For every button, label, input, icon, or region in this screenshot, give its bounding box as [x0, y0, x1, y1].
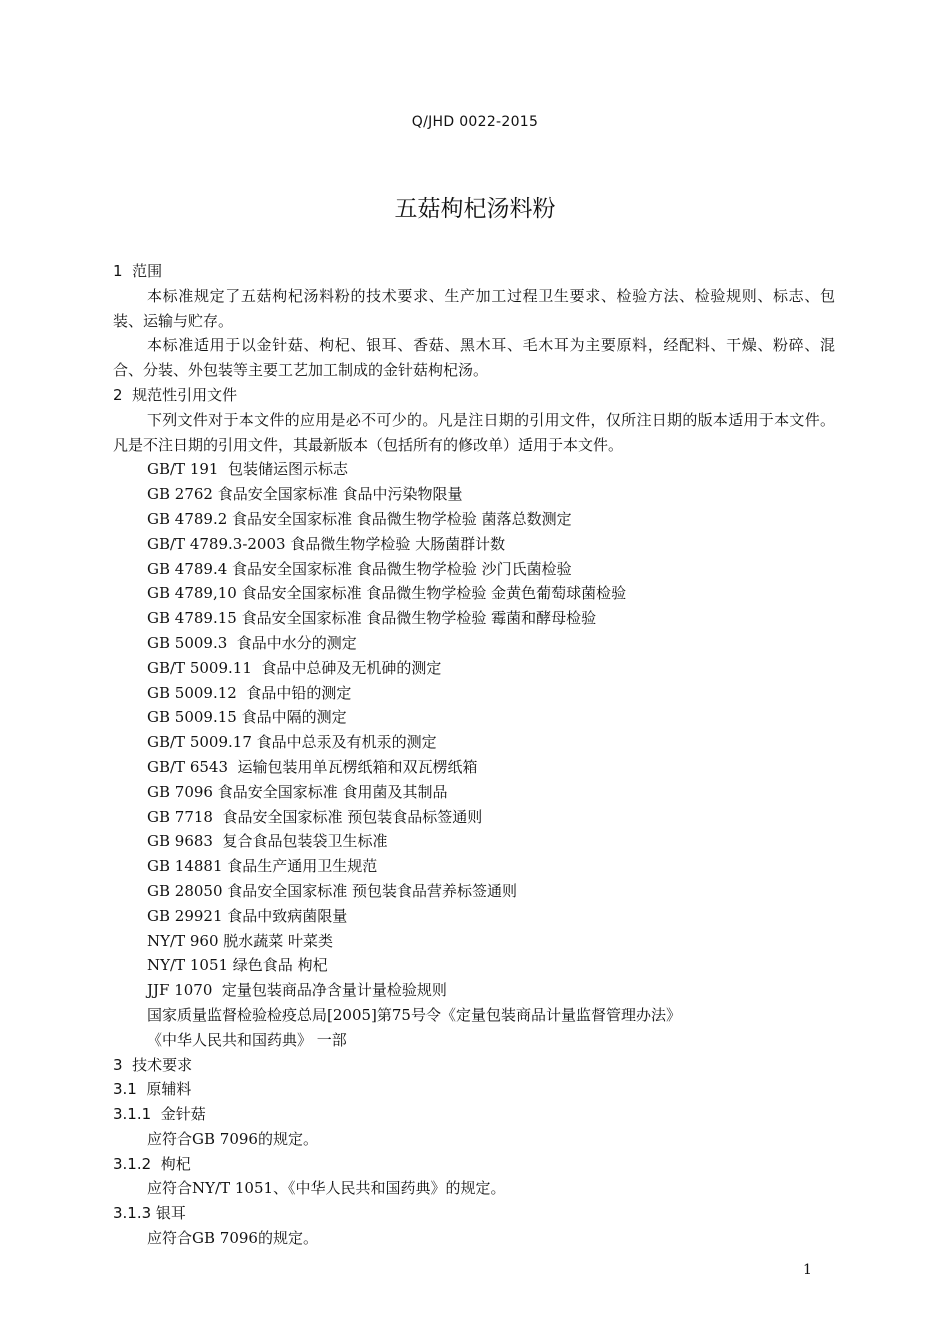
reference-item: GB 28050 食品安全国家标准 预包装食品营养标签通则	[147, 881, 518, 900]
reference-item: GB/T 5009.17 食品中总汞及有机汞的测定	[147, 733, 437, 752]
reference-item: GB/T 6543 运输包装用单瓦楞纸箱和双瓦楞纸箱	[147, 757, 478, 776]
section-3-1-heading: 3.1 原辅料	[113, 1080, 192, 1099]
section-1-heading: 1 范围	[113, 262, 163, 280]
reference-item: GB 29921 食品中致病菌限量	[147, 906, 348, 925]
reference-item: GB/T 191 包装储运图示标志	[147, 460, 348, 479]
section-3-1-3-heading: 3.1.3 银耳	[113, 1204, 186, 1223]
section-2-paragraph-1: 下列文件对于本文件的应用是必不可少的。凡是注日期的引用文件，仅所注日期的版本适用于本文件。凡是不注日期的引用文件，其最新版本（包括所有的修改单）适用于本文件。	[113, 410, 835, 454]
reference-item: GB 4789.4 食品安全国家标准 食品微生物学检验 沙门氏菌检验	[147, 559, 572, 578]
section-3-1-1-heading: 3.1.1 金针菇	[113, 1105, 206, 1124]
section-1-paragraph-2: 本标准适用于以金针菇、枸杞、银耳、香菇、黑木耳、毛木耳为主要原料，经配料、干燥、粉碎、混合、分装、外包装等主要工艺加工制成的金针菇枸杞汤。	[113, 336, 835, 380]
reference-item: GB 5009.3 食品中水分的测定	[147, 633, 357, 652]
reference-item: GB/T 4789.3-2003 食品微生物学检验 大肠菌群计数	[147, 534, 506, 553]
reference-item: GB 5009.12 食品中铅的测定	[147, 683, 352, 702]
reference-item: GB 4789.15 食品安全国家标准 食品微生物学检验 霉菌和酵母检验	[147, 609, 597, 628]
page-number: 1	[803, 1262, 812, 1278]
reference-item: NY/T 960 脱水蔬菜 叶菜类	[147, 931, 334, 950]
section-3-1-3-text: 应符合GB 7096的规定。	[147, 1229, 318, 1248]
reference-item: GB 2762 食品安全国家标准 食品中污染物限量	[147, 485, 463, 504]
reference-item: GB 14881 食品生产通用卫生规范	[147, 857, 378, 876]
document-body	[113, 259, 835, 1251]
reference-item: GB 4789.2 食品安全国家标准 食品微生物学检验 菌落总数测定	[147, 509, 572, 528]
document-title: 五菇枸杞汤料粉	[394, 196, 556, 222]
reference-item: 《中华人民共和国药典》 一部	[147, 1030, 347, 1049]
reference-item: GB/T 5009.11 食品中总砷及无机砷的测定	[147, 658, 442, 677]
reference-item: JJF 1070 定量包装商品净含量计量检验规则	[147, 981, 447, 1000]
document-code: Q/JHD 0022-2015	[411, 114, 539, 130]
section-3-1-1-text: 应符合GB 7096的规定。	[147, 1129, 318, 1148]
section-2-heading: 2 规范性引用文件	[113, 385, 238, 404]
normative-references-list	[113, 457, 835, 1052]
reference-item: GB 4789,10 食品安全国家标准 食品微生物学检验 金黄色葡萄球菌检验	[147, 584, 627, 603]
reference-item: NY/T 1051 绿色食品 枸杞	[147, 956, 328, 975]
section-3-1-2-heading: 3.1.2 枸杞	[113, 1154, 191, 1173]
section-3-1-2-text: 应符合NY/T 1051、《中华人民共和国药典》的规定。	[147, 1179, 506, 1198]
section-3-heading: 3 技术要求	[113, 1055, 193, 1074]
reference-item: GB 7096 食品安全国家标准 食用菌及其制品	[147, 782, 448, 801]
section-1-paragraph-1: 本标准规定了五菇枸杞汤料粉的技术要求、生产加工过程卫生要求、检验方法、检验规则、标志、包装、运输与贮存。	[113, 286, 835, 330]
reference-item: GB 9683 复合食品包装袋卫生标准	[147, 832, 388, 851]
reference-item: 国家质量监督检验检疫总局[2005]第75号令《定量包装商品计量监督管理办法》	[147, 1005, 681, 1024]
reference-item: GB 5009.15 食品中隔的测定	[147, 708, 347, 727]
reference-item: GB 7718 食品安全国家标准 预包装食品标签通则	[147, 807, 483, 826]
